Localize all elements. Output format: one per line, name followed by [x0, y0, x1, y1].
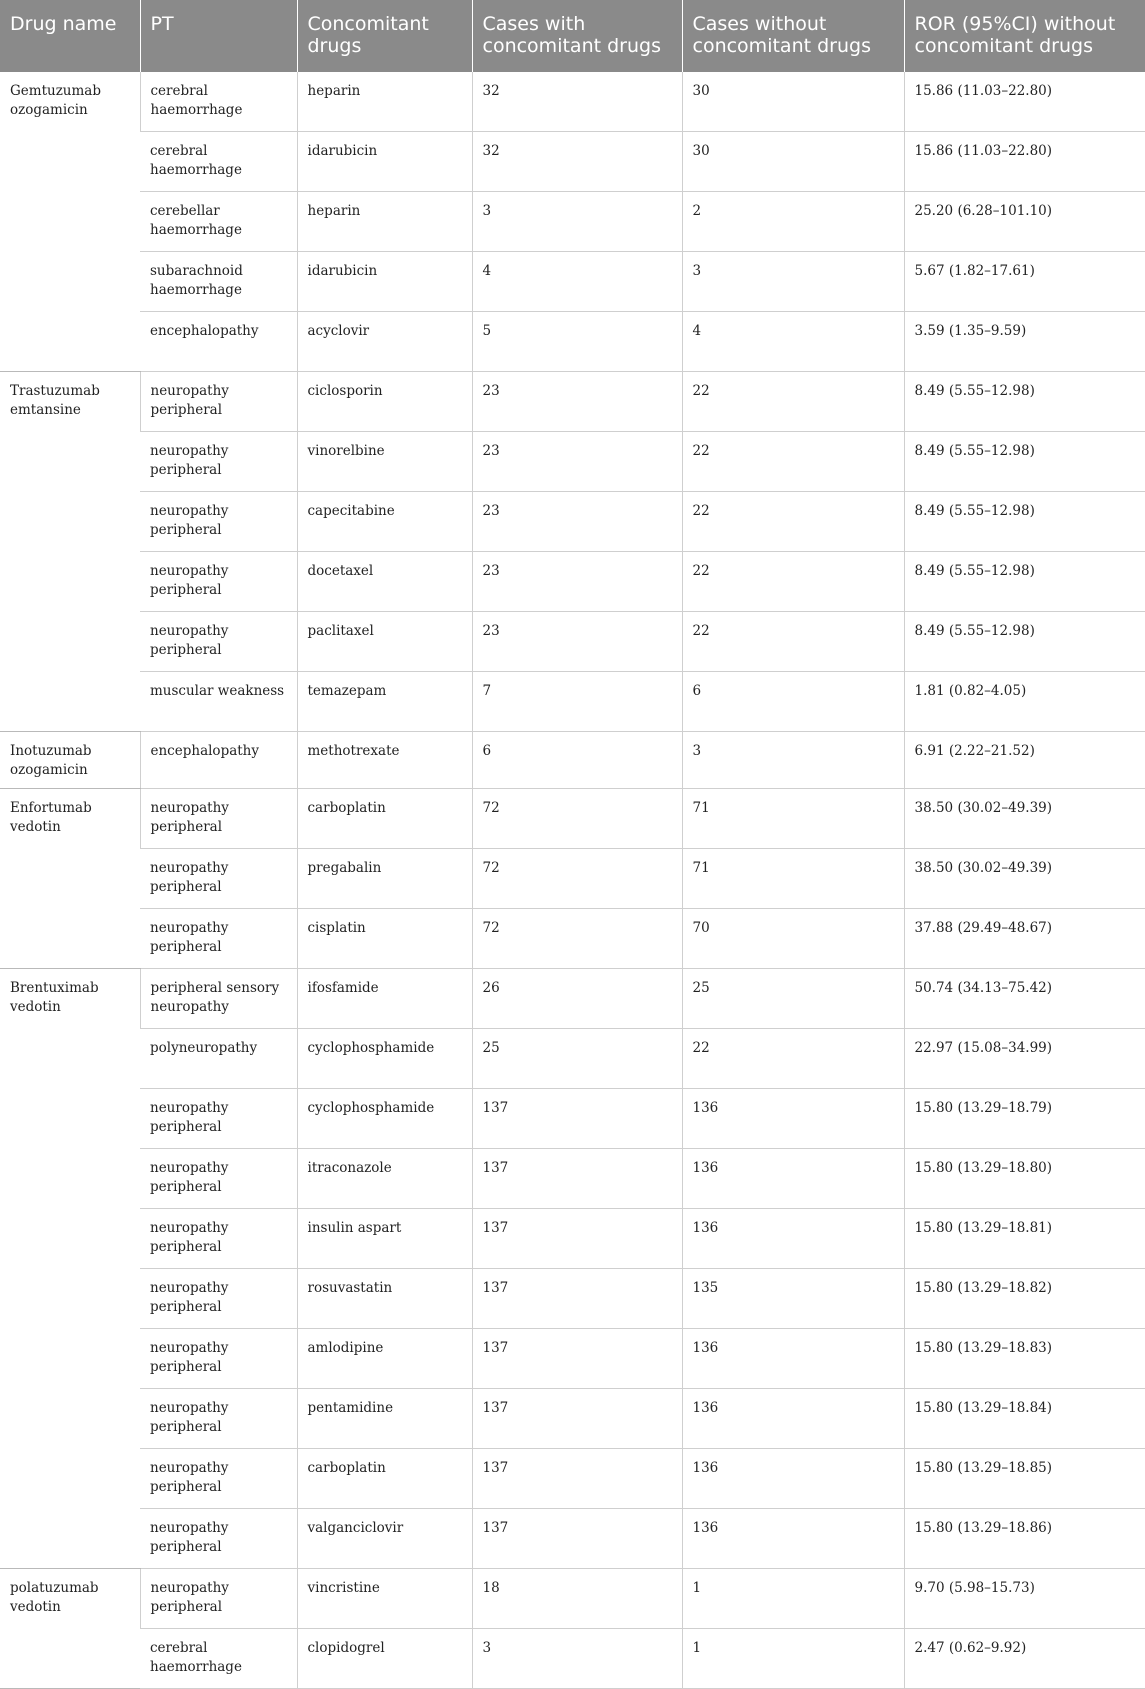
pt-cell: neuropathy peripheral: [140, 1269, 297, 1329]
table-header: [0, 0, 1145, 72]
concomitant-drug-cell: temazepam: [297, 672, 472, 732]
concomitant-drug-cell: clopidogrel: [297, 1629, 472, 1689]
table-row: [0, 372, 1145, 432]
concomitant-drug-cell: itraconazole: [297, 1149, 472, 1209]
cases-without-cell: 2: [682, 192, 904, 252]
ror-cell: 5.67 (1.82–17.61): [904, 252, 1145, 312]
cases-with-cell: 23: [472, 552, 682, 612]
cases-with-cell: 25: [472, 1029, 682, 1089]
concomitant-drug-cell: rosuvastatin: [297, 1269, 472, 1329]
cases-without-cell: 71: [682, 789, 904, 849]
ror-cell: 15.86 (11.03–22.80): [904, 132, 1145, 192]
cases-without-cell: 22: [682, 612, 904, 672]
table-row: [0, 492, 1145, 552]
ror-cell: 15.80 (13.29–18.83): [904, 1329, 1145, 1389]
table-row: [0, 612, 1145, 672]
cases-without-cell: 22: [682, 1029, 904, 1089]
cases-with-cell: 137: [472, 1449, 682, 1509]
drug-name-cell: Enfortumab vedotin: [0, 789, 140, 969]
ror-cell: 8.49 (5.55–12.98): [904, 372, 1145, 432]
pt-cell: peripheral sensory neuropathy: [140, 969, 297, 1029]
cases-with-cell: 137: [472, 1329, 682, 1389]
cases-with-cell: 137: [472, 1089, 682, 1149]
ror-cell: 15.80 (13.29–18.86): [904, 1509, 1145, 1569]
cases-with-cell: 23: [472, 372, 682, 432]
concomitant-drug-cell: pregabalin: [297, 849, 472, 909]
ror-cell: 8.49 (5.55–12.98): [904, 432, 1145, 492]
cases-without-cell: 136: [682, 1509, 904, 1569]
pt-cell: neuropathy peripheral: [140, 612, 297, 672]
concomitant-drug-cell: vinorelbine: [297, 432, 472, 492]
table-row: [0, 789, 1145, 849]
header-cases-without: Cases without concomitant drugs: [682, 0, 904, 72]
ror-cell: 22.97 (15.08–34.99): [904, 1029, 1145, 1089]
header-ror: ROR (95%CI) without concomitant drugs: [904, 0, 1145, 72]
drug-name-cell: polatuzumab vedotin: [0, 1569, 140, 1689]
concomitant-drug-cell: cyclophosphamide: [297, 1029, 472, 1089]
cases-with-cell: 23: [472, 432, 682, 492]
concomitant-drug-cell: heparin: [297, 72, 472, 132]
pt-cell: neuropathy peripheral: [140, 1389, 297, 1449]
ror-cell: 15.80 (13.29–18.82): [904, 1269, 1145, 1329]
cases-with-cell: 137: [472, 1149, 682, 1209]
ror-cell: 6.91 (2.22–21.52): [904, 732, 1145, 789]
pt-cell: muscular weakness: [140, 672, 297, 732]
concomitant-drug-cell: carboplatin: [297, 789, 472, 849]
ror-cell: 8.49 (5.55–12.98): [904, 552, 1145, 612]
cases-without-cell: 22: [682, 372, 904, 432]
table-row: [0, 252, 1145, 312]
table-row: [0, 849, 1145, 909]
table-row: [0, 1089, 1145, 1149]
pt-cell: neuropathy peripheral: [140, 552, 297, 612]
table-row: [0, 132, 1145, 192]
cases-with-cell: 7: [472, 672, 682, 732]
concomitant-drug-cell: ifosfamide: [297, 969, 472, 1029]
cases-without-cell: 135: [682, 1269, 904, 1329]
ror-cell: 15.80 (13.29–18.85): [904, 1449, 1145, 1509]
cases-without-cell: 22: [682, 432, 904, 492]
pt-cell: neuropathy peripheral: [140, 492, 297, 552]
table-row: [0, 1569, 1145, 1629]
table-row: [0, 552, 1145, 612]
table-row: [0, 969, 1145, 1029]
drug-name-cell: Brentuximab vedotin: [0, 969, 140, 1569]
pt-cell: neuropathy peripheral: [140, 1449, 297, 1509]
cases-without-cell: 22: [682, 492, 904, 552]
ror-cell: 3.59 (1.35–9.59): [904, 312, 1145, 372]
cases-with-cell: 137: [472, 1509, 682, 1569]
cases-with-cell: 5: [472, 312, 682, 372]
table-row: [0, 192, 1145, 252]
concomitant-drug-cell: methotrexate: [297, 732, 472, 789]
table-body: [0, 72, 1145, 1689]
pt-cell: neuropathy peripheral: [140, 432, 297, 492]
cases-without-cell: 4: [682, 312, 904, 372]
table-row: [0, 1269, 1145, 1329]
concomitant-drug-cell: ciclosporin: [297, 372, 472, 432]
concomitant-drug-cell: amlodipine: [297, 1329, 472, 1389]
cases-with-cell: 72: [472, 789, 682, 849]
cases-with-cell: 72: [472, 849, 682, 909]
pt-cell: neuropathy peripheral: [140, 1509, 297, 1569]
table-row: [0, 1449, 1145, 1509]
cases-with-cell: 137: [472, 1209, 682, 1269]
table-row: [0, 1149, 1145, 1209]
pt-cell: cerebral haemorrhage: [140, 1629, 297, 1689]
concomitant-drug-cell: valganciclovir: [297, 1509, 472, 1569]
concomitant-drug-cell: docetaxel: [297, 552, 472, 612]
cases-without-cell: 136: [682, 1209, 904, 1269]
ror-cell: 1.81 (0.82–4.05): [904, 672, 1145, 732]
table-row: [0, 1029, 1145, 1089]
concomitant-drug-cell: idarubicin: [297, 132, 472, 192]
ror-cell: 8.49 (5.55–12.98): [904, 492, 1145, 552]
table-row: [0, 1509, 1145, 1569]
pt-cell: cerebellar haemorrhage: [140, 192, 297, 252]
table-row: [0, 72, 1145, 132]
cases-with-cell: 137: [472, 1389, 682, 1449]
cases-without-cell: 70: [682, 909, 904, 969]
table-row: [0, 1389, 1145, 1449]
cases-with-cell: 3: [472, 1629, 682, 1689]
header-cases-with: Cases with concomitant drugs: [472, 0, 682, 72]
table-row: [0, 1209, 1145, 1269]
concomitant-drug-cell: vincristine: [297, 1569, 472, 1629]
table-row: [0, 1329, 1145, 1389]
cases-with-cell: 4: [472, 252, 682, 312]
pt-cell: encephalopathy: [140, 312, 297, 372]
drug-name-cell: Gemtuzumab ozogamicin: [0, 72, 140, 372]
pt-cell: neuropathy peripheral: [140, 1089, 297, 1149]
pt-cell: neuropathy peripheral: [140, 909, 297, 969]
concomitant-drug-cell: paclitaxel: [297, 612, 472, 672]
ror-cell: 15.80 (13.29–18.79): [904, 1089, 1145, 1149]
cases-with-cell: 3: [472, 192, 682, 252]
cases-with-cell: 137: [472, 1269, 682, 1329]
cases-without-cell: 22: [682, 552, 904, 612]
table-row: [0, 732, 1145, 789]
cases-without-cell: 6: [682, 672, 904, 732]
pt-cell: subarachnoid haemorrhage: [140, 252, 297, 312]
drug-name-cell: Trastuzumab emtansine: [0, 372, 140, 732]
concomitant-drug-cell: acyclovir: [297, 312, 472, 372]
ror-cell: 38.50 (30.02–49.39): [904, 849, 1145, 909]
cases-without-cell: 136: [682, 1449, 904, 1509]
cases-without-cell: 136: [682, 1329, 904, 1389]
pt-cell: neuropathy peripheral: [140, 849, 297, 909]
ror-cell: 25.20 (6.28–101.10): [904, 192, 1145, 252]
pt-cell: neuropathy peripheral: [140, 1149, 297, 1209]
ror-cell: 15.80 (13.29–18.84): [904, 1389, 1145, 1449]
cases-without-cell: 1: [682, 1629, 904, 1689]
ror-cell: 37.88 (29.49–48.67): [904, 909, 1145, 969]
pt-cell: neuropathy peripheral: [140, 1569, 297, 1629]
cases-with-cell: 72: [472, 909, 682, 969]
cases-with-cell: 18: [472, 1569, 682, 1629]
table-row: [0, 672, 1145, 732]
cases-without-cell: 136: [682, 1089, 904, 1149]
cases-with-cell: 32: [472, 132, 682, 192]
drug-name-cell: Inotuzumab ozogamicin: [0, 732, 140, 789]
concomitant-drug-cell: pentamidine: [297, 1389, 472, 1449]
header-pt: PT: [140, 0, 297, 72]
cases-with-cell: 26: [472, 969, 682, 1029]
pt-cell: cerebral haemorrhage: [140, 132, 297, 192]
concomitant-drug-cell: insulin aspart: [297, 1209, 472, 1269]
cases-without-cell: 3: [682, 252, 904, 312]
pt-cell: neuropathy peripheral: [140, 1329, 297, 1389]
table-row: [0, 909, 1145, 969]
cases-without-cell: 30: [682, 72, 904, 132]
pt-cell: neuropathy peripheral: [140, 372, 297, 432]
cases-without-cell: 30: [682, 132, 904, 192]
table-row: [0, 1629, 1145, 1689]
table-row: [0, 312, 1145, 372]
header-drug-name: Drug name: [0, 0, 140, 72]
cases-without-cell: 3: [682, 732, 904, 789]
pt-cell: encephalopathy: [140, 732, 297, 789]
concomitant-drug-cell: heparin: [297, 192, 472, 252]
header-row: [0, 0, 1145, 72]
pt-cell: neuropathy peripheral: [140, 789, 297, 849]
cases-with-cell: 6: [472, 732, 682, 789]
cases-without-cell: 136: [682, 1389, 904, 1449]
ror-cell: 2.47 (0.62–9.92): [904, 1629, 1145, 1689]
header-concomitant-drugs: Concomitant drugs: [297, 0, 472, 72]
ror-cell: 50.74 (34.13–75.42): [904, 969, 1145, 1029]
cases-without-cell: 25: [682, 969, 904, 1029]
cases-without-cell: 1: [682, 1569, 904, 1629]
cases-without-cell: 71: [682, 849, 904, 909]
concomitant-drug-cell: cyclophosphamide: [297, 1089, 472, 1149]
ror-cell: 15.80 (13.29–18.80): [904, 1149, 1145, 1209]
cases-without-cell: 136: [682, 1149, 904, 1209]
cases-with-cell: 32: [472, 72, 682, 132]
cases-with-cell: 23: [472, 492, 682, 552]
ror-cell: 38.50 (30.02–49.39): [904, 789, 1145, 849]
pt-cell: neuropathy peripheral: [140, 1209, 297, 1269]
pt-cell: cerebral haemorrhage: [140, 72, 297, 132]
concomitant-drug-cell: idarubicin: [297, 252, 472, 312]
table-row: [0, 432, 1145, 492]
pt-cell: polyneuropathy: [140, 1029, 297, 1089]
ror-cell: 15.80 (13.29–18.81): [904, 1209, 1145, 1269]
concomitant-drug-cell: carboplatin: [297, 1449, 472, 1509]
ror-cell: 8.49 (5.55–12.98): [904, 612, 1145, 672]
ror-cell: 15.86 (11.03–22.80): [904, 72, 1145, 132]
concomitant-drug-cell: cisplatin: [297, 909, 472, 969]
concomitant-drug-cell: capecitabine: [297, 492, 472, 552]
cases-with-cell: 23: [472, 612, 682, 672]
ror-cell: 9.70 (5.98–15.73): [904, 1569, 1145, 1629]
